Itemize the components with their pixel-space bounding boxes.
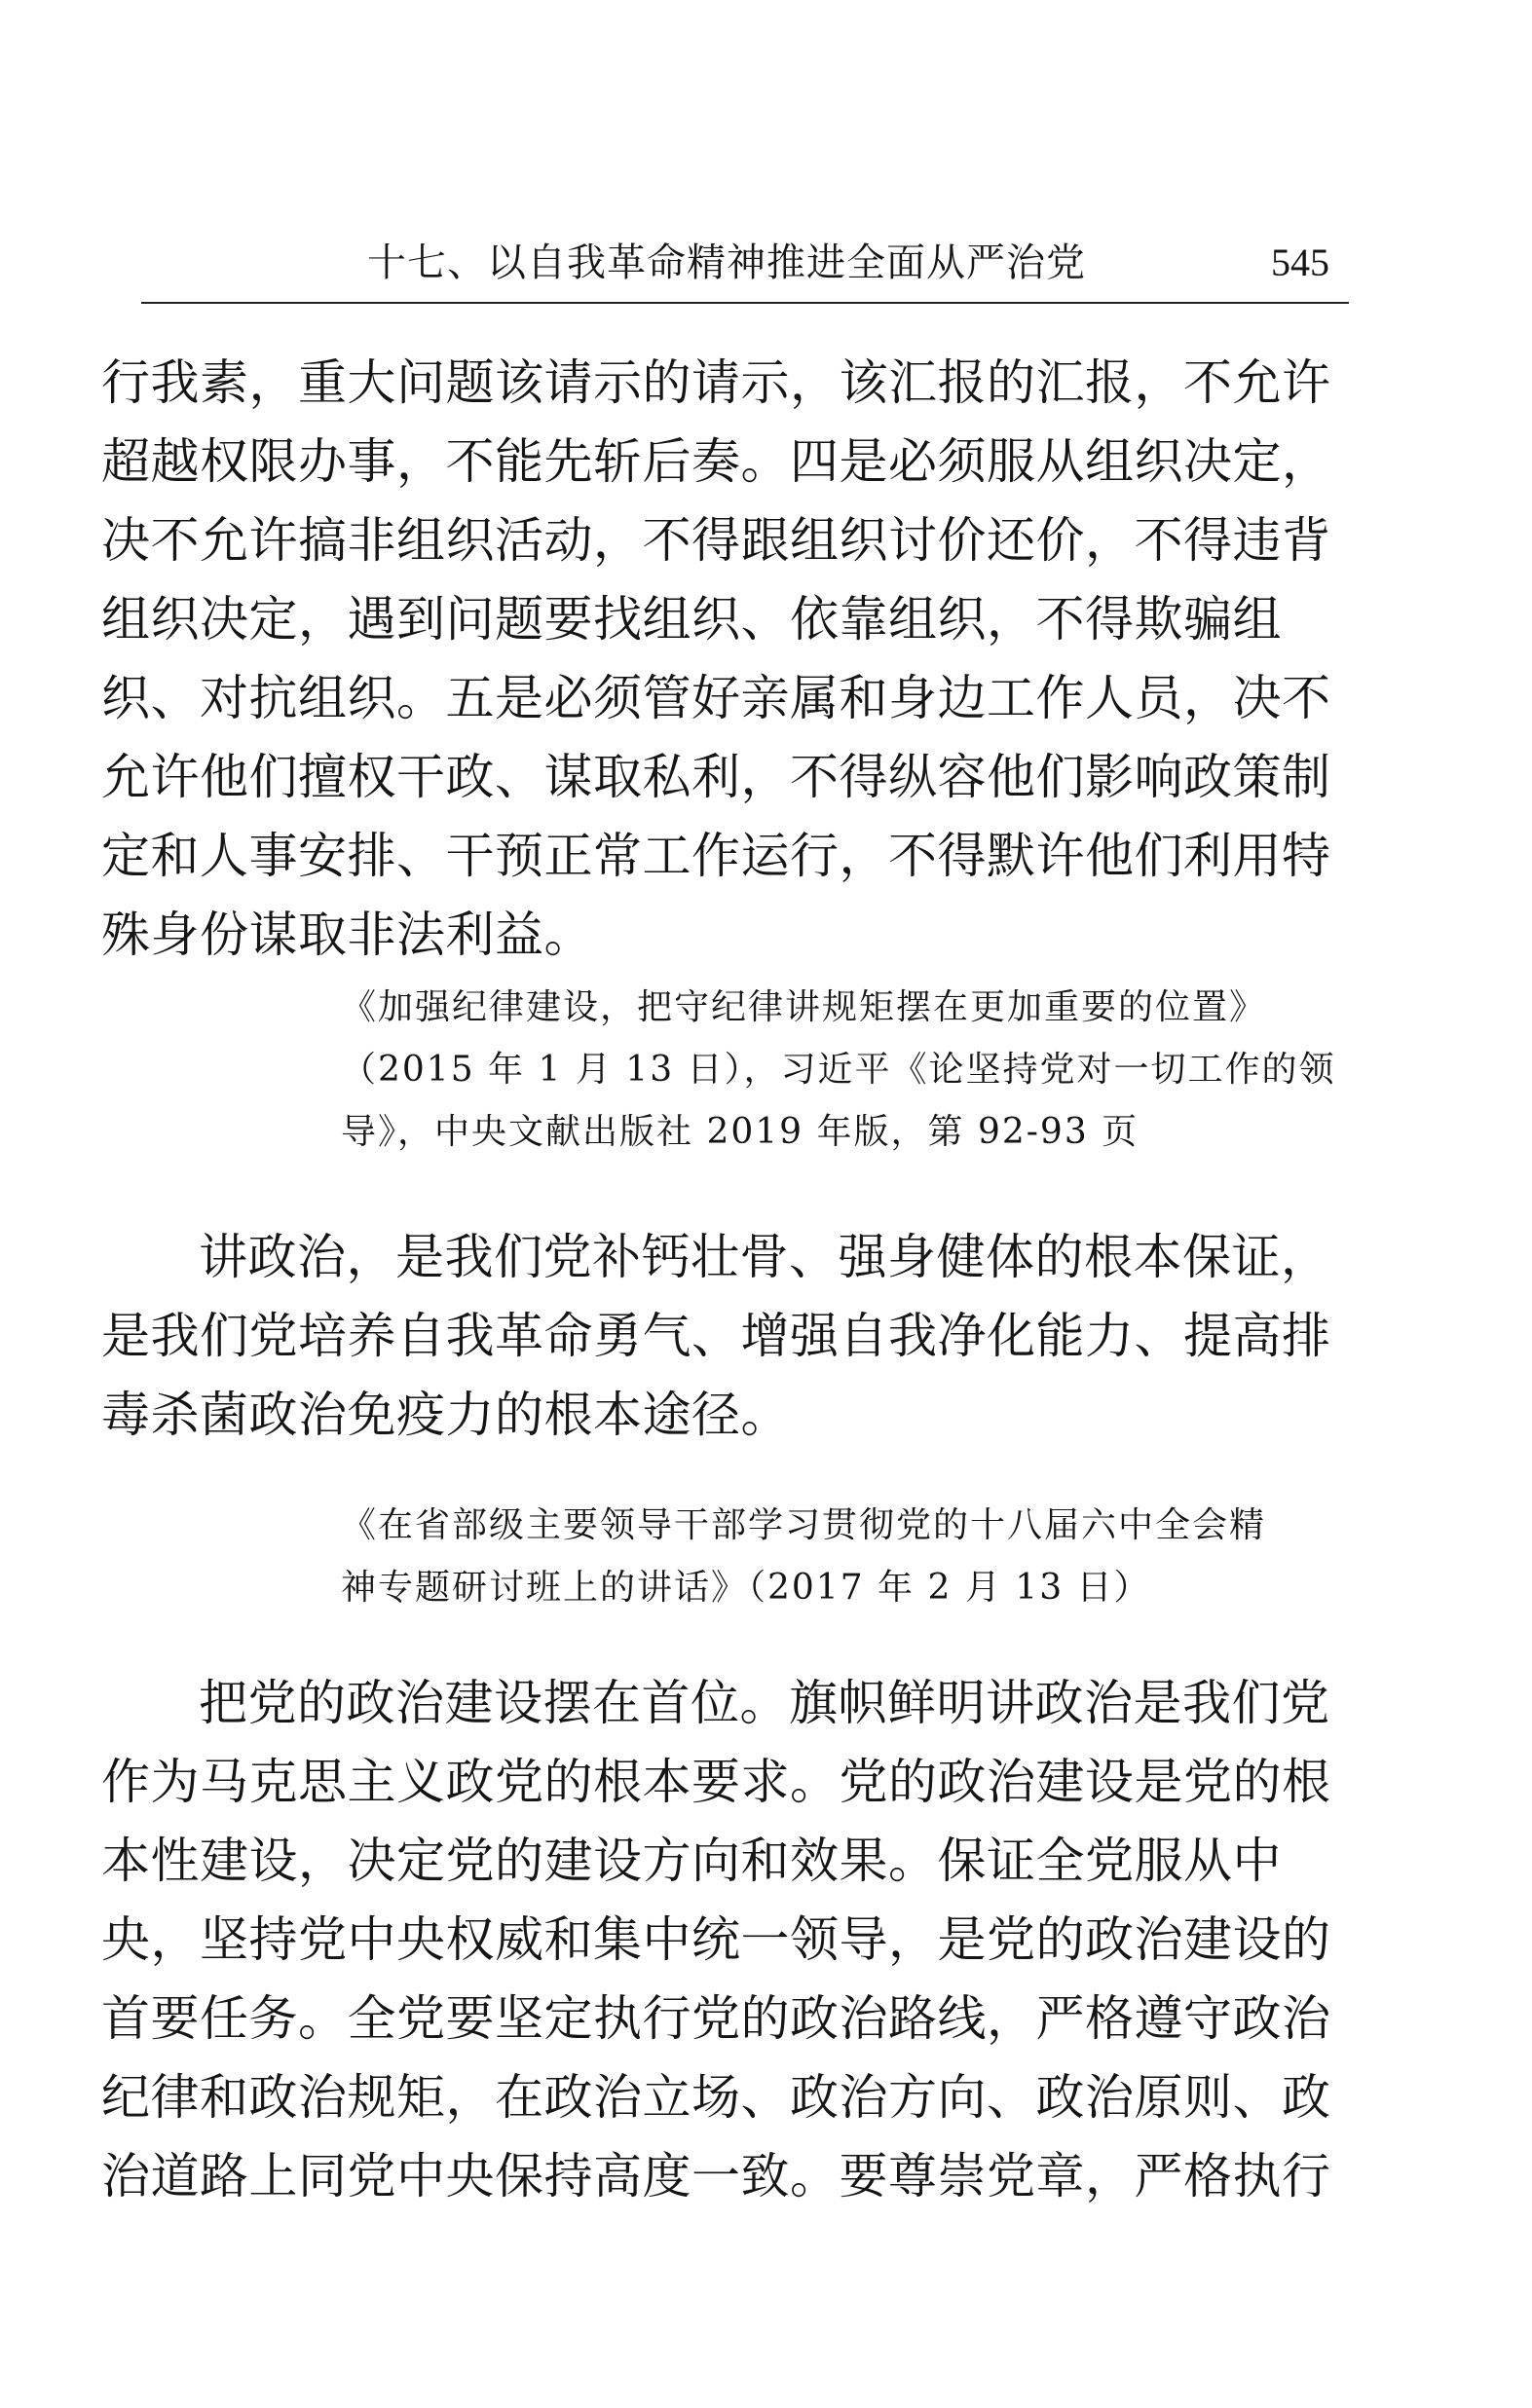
- text-line: 组织决定，遇到问题要找组织、依靠组织，不得欺骗组: [101, 591, 1282, 648]
- page-number: 545: [1271, 241, 1329, 284]
- citation-1: [341, 977, 1344, 1164]
- text-line: 是我们党培养自我革命勇气、增强自我净化能力、提高排: [101, 1308, 1331, 1364]
- body-paragraph-1: [101, 344, 1358, 975]
- text-line: 毒杀菌政治免疫力的根本途径。: [101, 1387, 790, 1443]
- body-paragraph-3: [101, 1664, 1358, 2216]
- citation-line: （2015 年 1 月 13 日），习近平《论坚持党对一切工作的领: [341, 1050, 1336, 1090]
- text-line: 作为马克思主义政党的根本要求。党的政治建设是党的根: [101, 1754, 1331, 1810]
- running-header: [141, 234, 1349, 302]
- body-paragraph-2: [101, 1218, 1358, 1455]
- text-line: 本性建设，决定党的建设方向和效果。保证全党服从中: [101, 1833, 1282, 1889]
- text-line: 决不允许搞非组织活动，不得跟组织讨价还价，不得违背: [101, 512, 1331, 569]
- citation-line: 导》，中央文献出版社 2019 年版，第 92-93 页: [341, 1112, 1140, 1152]
- text-line: 治道路上同党中央保持高度一致。要尊崇党章，严格执行: [101, 2148, 1331, 2204]
- text-line: 定和人事安排、干预正常工作运行，不得默许他们利用特: [101, 828, 1331, 884]
- text-line: 超越权限办事，不能先斩后奏。四是必须服从组织决定，: [101, 433, 1331, 490]
- text-line: 行我素，重大问题该请示的请示，该汇报的汇报，不允许: [101, 354, 1331, 411]
- text-line: 把党的政治建设摆在首位。旗帜鲜明讲政治是我们党: [199, 1675, 1330, 1731]
- text-line: 讲政治，是我们党补钙壮骨、强身健体的根本保证，: [199, 1229, 1330, 1285]
- citation-line: 《加强纪律建设，把守纪律讲规矩摆在更加重要的位置》: [341, 987, 1267, 1027]
- text-line: 织、对抗组织。五是必须管好亲属和身边工作人员，决不: [101, 670, 1331, 726]
- text-line: 首要任务。全党要坚定执行党的政治路线，严格遵守政治: [101, 1990, 1331, 2047]
- text-line: 央，坚持党中央权威和集中统一领导，是党的政治建设的: [101, 1911, 1331, 1968]
- citation-line: 神专题研讨班上的讲话》（2017 年 2 月 13 日）: [341, 1568, 1151, 1608]
- citation-line: 《在省部级主要领导干部学习贯彻党的十八届六中全会精: [341, 1505, 1267, 1545]
- text-line: 允许他们擅权干政、谋取私利，不得纵容他们影响政策制: [101, 749, 1331, 805]
- text-line: 纪律和政治规矩，在政治立场、政治方向、政治原则、政: [101, 2069, 1331, 2126]
- citation-2: [341, 1495, 1344, 1619]
- header-rule: [141, 302, 1349, 304]
- text-line: 殊身份谋取非法利益。: [101, 907, 593, 963]
- running-title: 十七、以自我革命精神推进全面从严治党: [367, 241, 1086, 285]
